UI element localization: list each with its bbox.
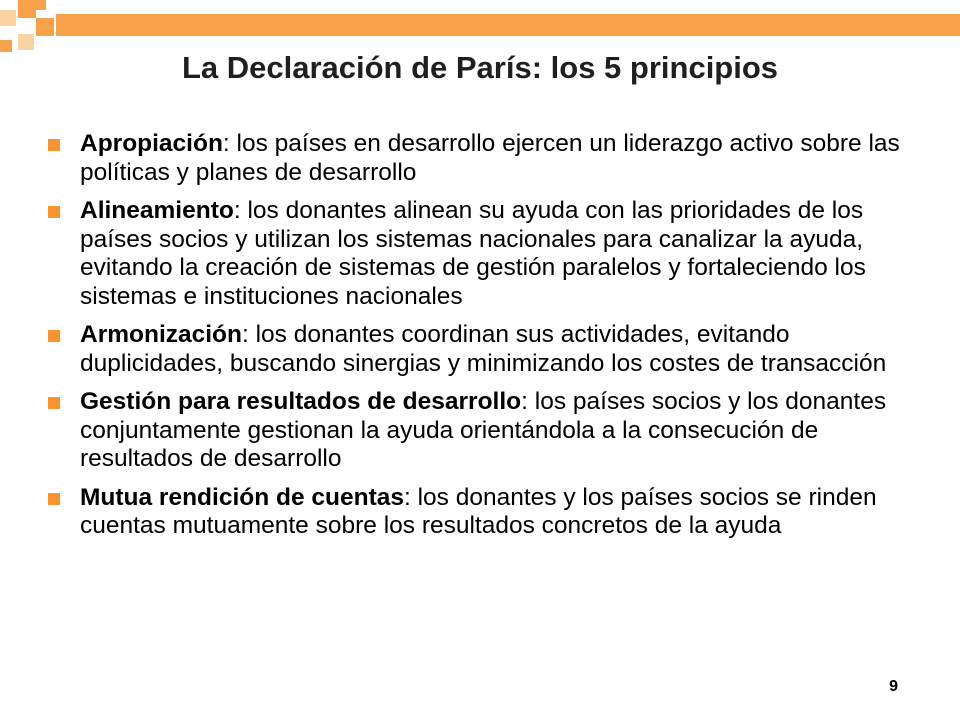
principle-description: : los donantes y los países socios se rinden cuentas mutuamente sobre los resultados concretos de la ayuda — [80, 483, 877, 539]
bullet-square-icon — [48, 493, 60, 505]
principle-description: : los donantes alinean su ayuda con las prioridades de los países socios y utilizan los sistemas nacionales para canalizar la ayuda, evitando la creación de sistemas de gestión paralelos y fortaleciendo los sistemas e instituciones nacionales — [80, 197, 866, 310]
principle-description: : los países en desarrollo ejercen un liderazgo activo sobre las políticas y planes de desarrollo — [80, 130, 900, 186]
principle-description: : los donantes coordinan sus actividades, evitando duplicidades, buscando sinergias y minimizando los costes de transacción — [80, 321, 887, 377]
corner-decoration-square — [18, 0, 36, 18]
principles-list — [48, 130, 928, 551]
principle-term: Armonización — [80, 321, 242, 348]
principle-item — [48, 388, 928, 474]
bullet-square-icon — [48, 397, 60, 409]
principle-term: Apropiación — [80, 130, 223, 157]
bullet-square-icon — [48, 206, 60, 218]
principle-term: Mutua rendición de cuentas — [80, 483, 404, 511]
principle-term: Alineamiento — [80, 197, 234, 224]
corner-decoration-square — [36, 0, 46, 10]
corner-decoration-square — [36, 18, 54, 36]
page-number: 9 — [889, 678, 898, 695]
header-accent-bar — [56, 14, 960, 36]
principle-description: : los países socios y los donantes conjuntamente gestionan la ayuda orientándola a la consecución de resultados de desarrollo — [80, 388, 887, 472]
principle-item — [48, 484, 928, 541]
corner-decoration-square — [18, 34, 34, 50]
principle-term: Gestión para resultados de desarrollo — [80, 388, 522, 415]
principle-item — [48, 321, 928, 378]
corner-decoration-square — [0, 10, 16, 26]
bullet-square-icon — [48, 330, 60, 342]
principle-item — [48, 197, 928, 311]
principle-item — [48, 130, 928, 187]
slide-title: La Declaración de París: los 5 principios — [181, 50, 779, 85]
bullet-square-icon — [48, 139, 60, 151]
